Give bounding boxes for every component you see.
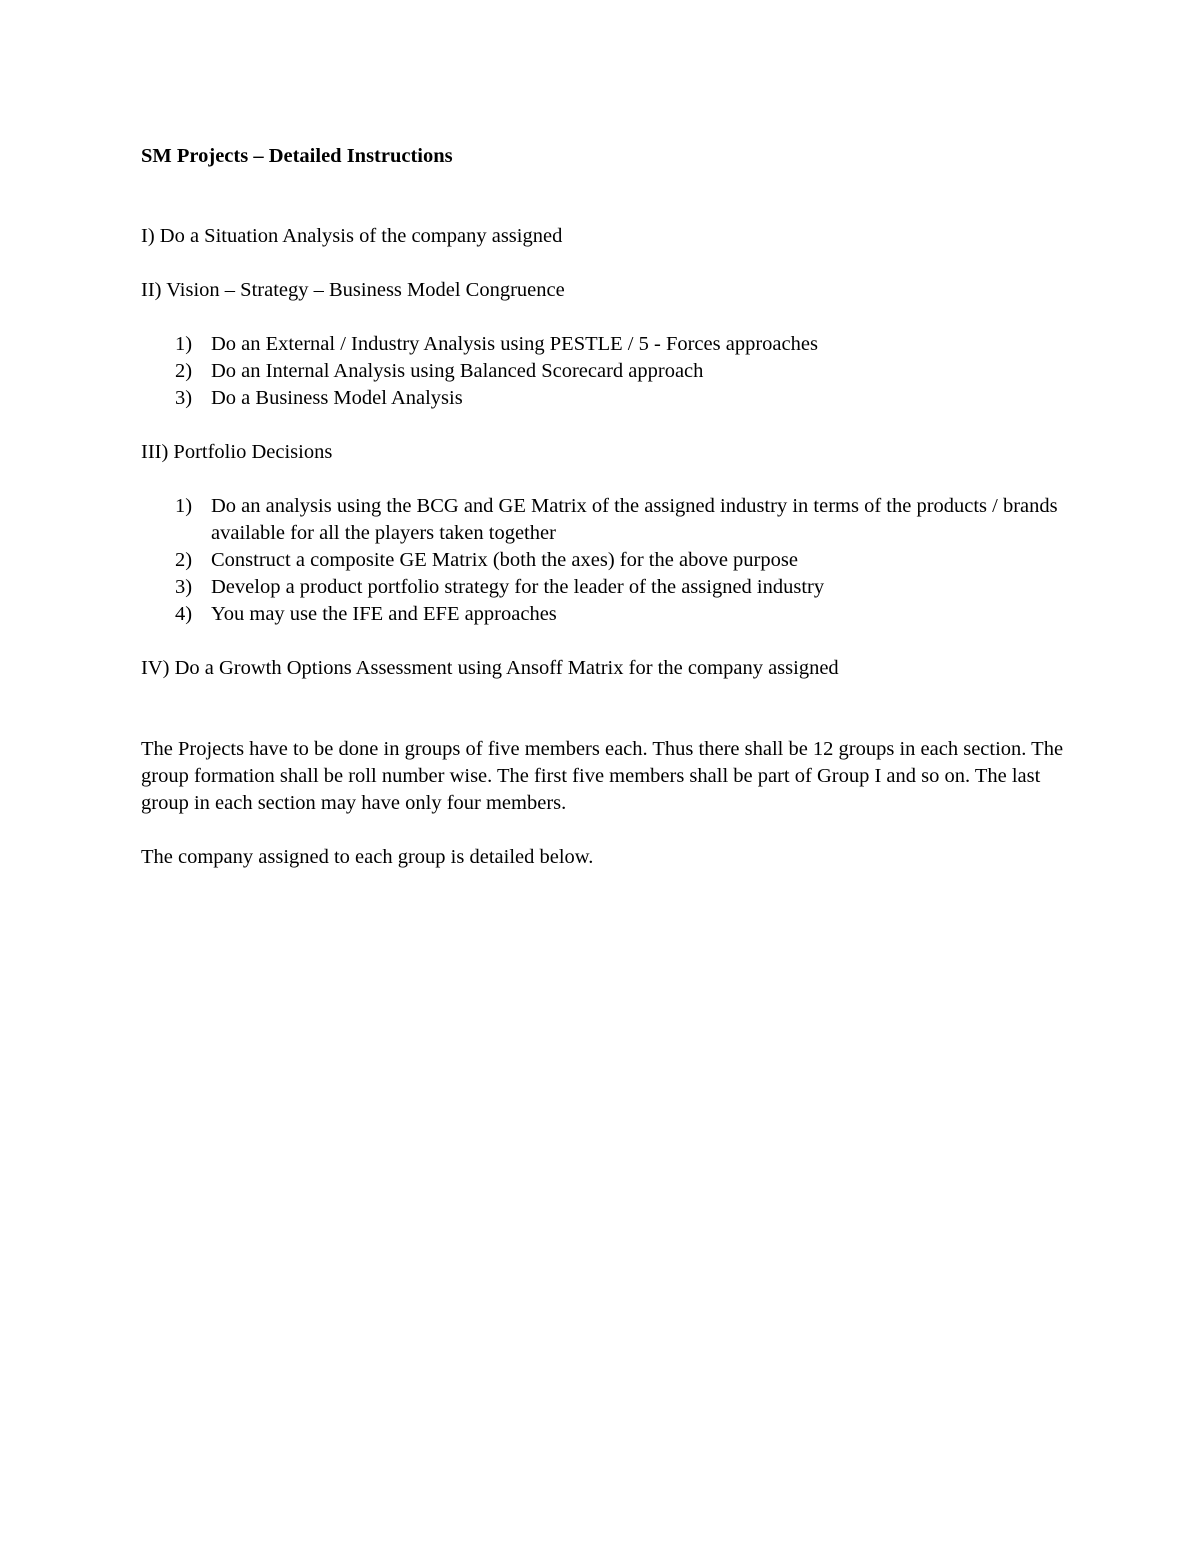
vision-strategy-list (141, 331, 1071, 412)
list-item-number: 1) (175, 333, 193, 355)
section-heading-portfolio-decisions: III) Portfolio Decisions (141, 441, 333, 463)
list-item-text: Do an Internal Analysis using Balanced Scorecard approach (211, 360, 704, 382)
list-item (141, 385, 1071, 412)
list-item (141, 601, 1071, 628)
list-item-number: 3) (175, 387, 193, 409)
document-title: SM Projects – Detailed Instructions (141, 145, 453, 167)
list-item-text: Construct a composite GE Matrix (both the axes) for the above purpose (211, 549, 798, 571)
portfolio-decisions-list (141, 493, 1071, 628)
list-item-text: You may use the IFE and EFE approaches (211, 603, 557, 625)
list-item (141, 574, 1071, 601)
list-item-number: 4) (175, 603, 193, 625)
list-item-text: Do a Business Model Analysis (211, 387, 463, 409)
list-item (141, 547, 1071, 574)
closing-paragraph: The company assigned to each group is detailed below. (141, 846, 594, 868)
group-formation-paragraph: The Projects have to be done in groups of five members each. Thus there shall be 12 groups in each section. The group formation shall be roll number wise. The first five members shall be part of Group I and so on. The last group in each section may have only four members. (141, 738, 1064, 814)
list-item-text: Do an analysis using the BCG and GE Matrix of the assigned industry in terms of the products / brands available for all the players taken together (211, 495, 1058, 544)
section-heading-situation-analysis: I) Do a Situation Analysis of the company assigned (141, 225, 563, 247)
list-item (141, 358, 1071, 385)
list-item (141, 331, 1071, 358)
list-item-number: 3) (175, 576, 193, 598)
list-item-text: Develop a product portfolio strategy for the leader of the assigned industry (211, 576, 825, 598)
section-heading-vision-strategy: II) Vision – Strategy – Business Model Congruence (141, 279, 565, 301)
list-item (141, 493, 1071, 547)
list-item-number: 2) (175, 549, 193, 571)
list-item-text: Do an External / Industry Analysis using PESTLE / 5 - Forces approaches (211, 333, 818, 355)
section-heading-growth-options: IV) Do a Growth Options Assessment using Ansoff Matrix for the company assigned (141, 657, 839, 679)
list-item-number: 2) (175, 360, 193, 382)
list-item-number: 1) (175, 495, 193, 517)
document-body (141, 143, 1071, 871)
